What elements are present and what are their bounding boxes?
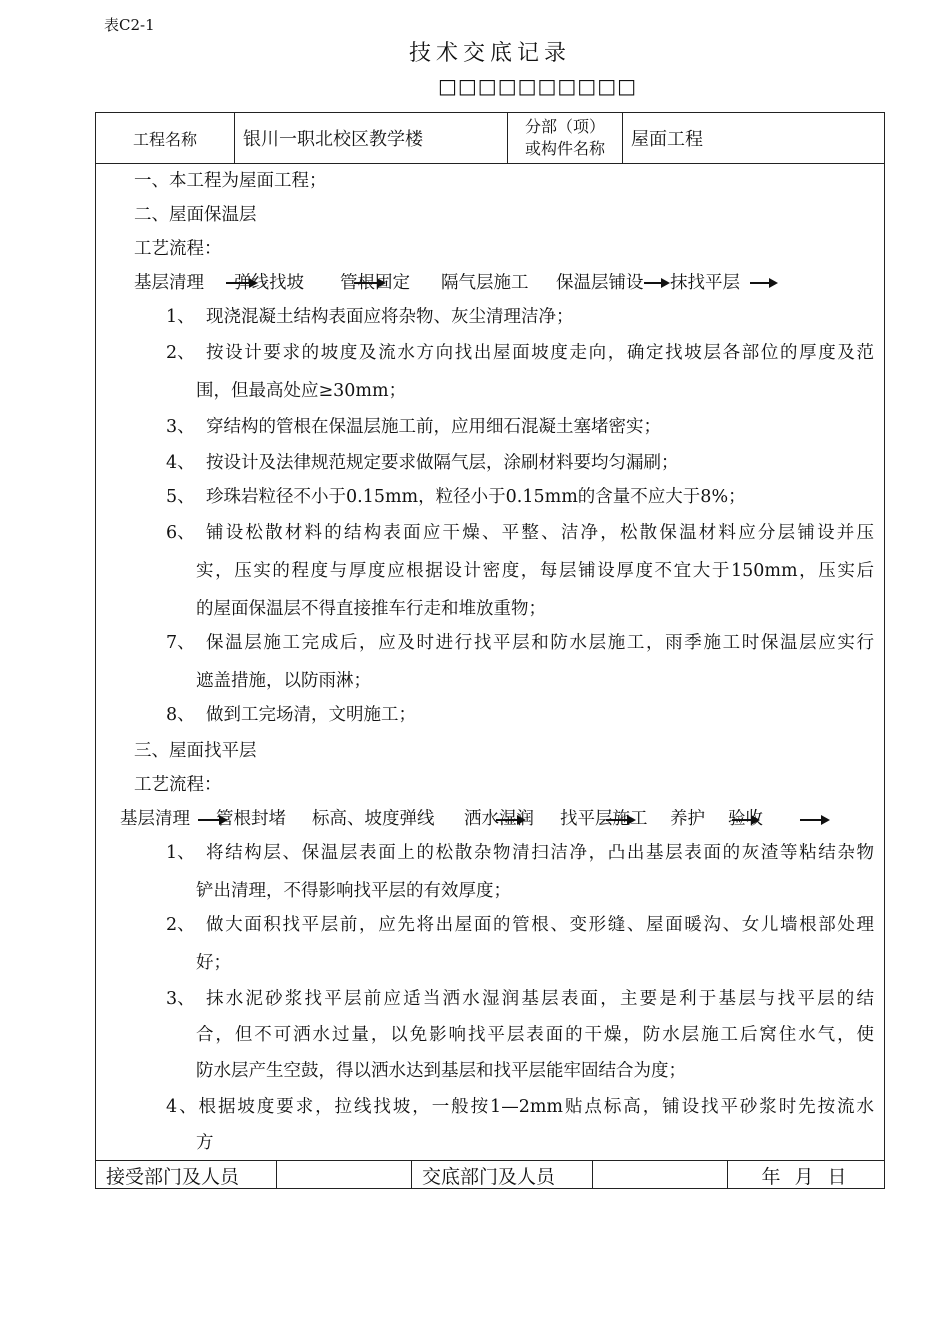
flow-step: 管根封堵 xyxy=(216,809,286,829)
flow-arrow-icon xyxy=(644,282,668,284)
flow-step: 标高、坡度弹线 xyxy=(312,809,435,829)
flow-step: 基层清理 xyxy=(134,273,204,293)
flow-arrow-icon xyxy=(800,819,828,821)
project-name-label: 工程名称 xyxy=(96,113,235,163)
part-name-value: 屋面工程 xyxy=(631,129,703,150)
item-number: 5、 xyxy=(166,487,195,507)
item-number: 2、 xyxy=(166,915,195,935)
part-name-label-line2: 或构件名称 xyxy=(524,139,605,158)
item-text: 按设计及法律规范规定要求做隔气层，涂刷材料要均匀漏刷； xyxy=(206,453,679,473)
flow-step: 基层清理 xyxy=(120,809,190,829)
part-name-label xyxy=(508,113,623,163)
record-sheet xyxy=(95,112,885,1189)
flow-step: 管根固定 xyxy=(340,273,410,293)
form-code: 表C2-1 xyxy=(104,16,155,34)
flow-step: 养护 xyxy=(670,809,705,829)
issuer-label: 交底部门及人员 xyxy=(412,1161,593,1189)
disclosure-content xyxy=(96,163,884,1160)
section-2-heading: 二、屋面保温层 xyxy=(134,205,257,225)
item-text: 4、根据坡度要求，拉线找坡，一般按1—2mm贴点标高，铺设找平砂浆时先按流水 xyxy=(166,1097,874,1117)
receiver-signature-field[interactable] xyxy=(277,1161,412,1189)
item-text-continued: 遮盖措施，以防雨淋； xyxy=(196,671,371,691)
item-number: 7、 xyxy=(166,633,195,653)
document-subtitle: □□□□□□□□□□ xyxy=(438,74,637,98)
flow-step: 保温层铺设 xyxy=(556,273,644,293)
item-text: 保温层施工完成后，应及时进行找平层和防水层施工，雨季施工时保温层应实行 xyxy=(206,633,874,653)
item-text: 做到工完场清，文明施工； xyxy=(206,705,416,725)
section-3-heading: 三、屋面找平层 xyxy=(134,741,257,761)
item-text-continued: 方 xyxy=(196,1133,214,1153)
item-number: 8、 xyxy=(166,705,195,725)
item-text: 将结构层、保温层表面上的松散杂物清扫洁净，凸出基层表面的灰渣等粘结杂物 xyxy=(206,843,874,863)
item-text: 做大面积找平层前，应先将出屋面的管根、变形缝、屋面暖沟、女儿墙根部处理 xyxy=(206,915,874,935)
item-text: 穿结构的管根在保温层施工前，应用细石混凝土塞堵密实； xyxy=(206,417,661,437)
date-field[interactable]: 年 月 日 xyxy=(761,1165,851,1188)
section-2-flow-label: 工艺流程： xyxy=(134,239,222,259)
flow-step: 找平层施工 xyxy=(560,809,648,829)
item-number: 2、 xyxy=(166,343,195,363)
flow-step: 洒水湿润 xyxy=(464,809,534,829)
signature-row xyxy=(96,1160,884,1189)
item-text: 珍珠岩粒径不小于0.15mm，粒径小于0.15mm的含量不应大于8%； xyxy=(206,487,746,507)
item-text: 铺设松散材料的结构表面应干燥、平整、洁净，松散保温材料应分层铺设并压 xyxy=(206,523,874,543)
flow-arrow-icon xyxy=(750,282,776,284)
item-text: 按设计要求的坡度及流水方向找出屋面坡度走向，确定找坡层各部位的厚度及范 xyxy=(206,343,874,363)
document-title: 技术交底记录 xyxy=(408,41,571,66)
flow-step: 弹线找坡 xyxy=(234,273,304,293)
item-text-continued: 防水层产生空鼓，得以洒水达到基层和找平层能牢固结合为度； xyxy=(196,1061,686,1081)
item-text-continued: 合，但不可洒水过量，以免影响找平层表面的干燥，防水层施工后窝住水气，使 xyxy=(196,1025,874,1045)
item-number: 4、 xyxy=(166,453,195,473)
item-text-continued: 铲出清理，不得影响找平层的有效厚度； xyxy=(196,881,511,901)
item-text-continued: 好； xyxy=(196,953,231,973)
info-row xyxy=(96,113,884,164)
section-1-text: 一、本工程为屋面工程； xyxy=(134,171,327,191)
item-number: 3、 xyxy=(166,417,195,437)
section-2-process-flow xyxy=(96,269,884,295)
item-number: 3、 xyxy=(166,989,195,1009)
item-number: 6、 xyxy=(166,523,195,543)
part-name-label-line1: 分部（项） xyxy=(524,117,605,136)
issuer-signature-field[interactable] xyxy=(593,1161,728,1189)
item-text: 抹水泥砂浆找平层前应适当洒水湿润基层表面，主要是利于基层与找平层的结 xyxy=(206,989,874,1009)
item-text-continued: 围，但最高处应≥30mm； xyxy=(196,381,407,401)
flow-step: 抹找平层 xyxy=(670,273,740,293)
item-number: 1、 xyxy=(166,307,195,327)
item-text-continued: 实，压实的程度与厚度应根据设计密度，每层铺设厚度不宜大于150mm，压实后 xyxy=(196,561,874,581)
flow-step: 隔气层施工 xyxy=(441,273,529,293)
receiver-label: 接受部门及人员 xyxy=(96,1161,277,1189)
item-text-continued: 的屋面保温层不得直接推车行走和堆放重物； xyxy=(196,599,546,619)
item-number: 1、 xyxy=(166,843,195,863)
section-3-process-flow xyxy=(96,805,884,831)
section-3-flow-label: 工艺流程： xyxy=(134,775,222,795)
flow-step: 验收 xyxy=(728,809,763,829)
item-text: 现浇混凝土结构表面应将杂物、灰尘清理洁净； xyxy=(206,307,574,327)
project-name-value: 银川一职北校区教学楼 xyxy=(235,113,508,163)
